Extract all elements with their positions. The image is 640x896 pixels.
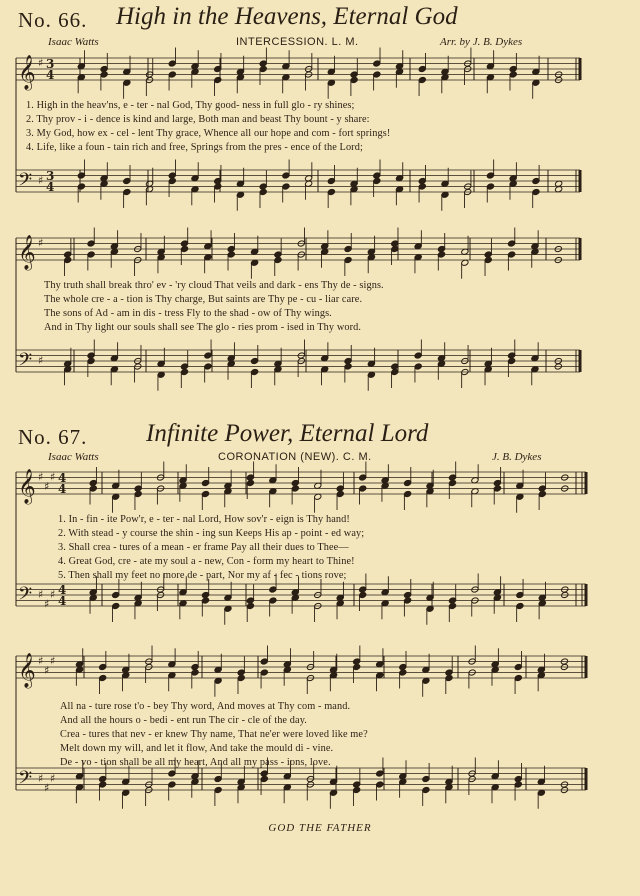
bass-clef-icon: 𝄢: [18, 584, 33, 609]
sharp-icon: ♯: [44, 479, 50, 493]
author-credit: Isaac Watts: [48, 36, 99, 48]
verse-line: 4. Great God, cre - ate my soul a - new, Con - form my heart to Thine!: [58, 556, 355, 567]
sharp-icon: ♯: [50, 587, 56, 601]
hymn-number: No. 66.: [18, 8, 88, 32]
verse-line: And in Thy light our souls shall see The glo - ries prom - ised in Thy word.: [44, 322, 362, 333]
sharp-icon: ♯: [50, 771, 56, 785]
verse-line: 2. With stead - y course the shin - ing sun Keeps His ap - point - ed way;: [58, 528, 365, 539]
sharp-icon: ♯: [38, 236, 44, 250]
sharp-icon: ♯: [50, 654, 56, 668]
verse-line: 1. High in the heav'ns, e - ter - nal God, Thy good- ness in full glo - ry shines;: [26, 100, 355, 111]
verse-line: Melt down my will, and let it flow, And take the mould di - vine.: [60, 743, 334, 754]
treble-clef-icon: 𝄞: [18, 235, 36, 270]
time-signature-bottom: 4: [58, 594, 67, 608]
sharp-icon: ♯: [38, 173, 44, 187]
arranger-credit: J. B. Dykes: [492, 451, 542, 463]
verse-line: 3. Shall crea - tures of a mean - er frame Pay all their dues to Thee—: [58, 542, 349, 553]
sharp-icon: ♯: [44, 781, 50, 795]
hymn-title: Infinite Power, Eternal Lord: [146, 420, 429, 447]
hymn-number: No. 67.: [18, 425, 88, 449]
verse-line: 3. My God, how ex - cel - lent Thy grace, Whence all our hope and com - fort springs!: [26, 128, 391, 139]
verse-line: 4. Life, like a foun - tain rich and free, Springs from the pres - ence of the Lord;: [26, 142, 363, 153]
bass-clef-icon: 𝄢: [18, 768, 33, 793]
tune-name: CORONATION (NEW). C. M.: [218, 451, 372, 463]
time-signature-bottom: 4: [46, 68, 55, 82]
verse-line: The sons of Ad - am in dis - tress Fly to the shad - ow of Thy wings.: [44, 308, 332, 319]
bass-clef-icon: 𝄢: [18, 170, 33, 195]
time-signature-top: 4: [58, 471, 67, 485]
treble-staff: [16, 228, 580, 279]
sharp-icon: ♯: [38, 587, 44, 601]
verse-line: 5. Then shall my feet no more de - part, Nor my af - fec - tions rove;: [58, 570, 347, 581]
treble-clef-icon: 𝄞: [18, 55, 36, 90]
time-signature-top: 3: [46, 169, 55, 183]
sharp-icon: ♯: [38, 353, 44, 367]
bass-staff: [16, 574, 586, 625]
sharp-icon: ♯: [38, 771, 44, 785]
time-signature-bottom: 4: [46, 180, 55, 194]
sharp-icon: ♯: [38, 56, 44, 70]
hymn-title: High in the Heavens, Eternal God: [116, 3, 458, 30]
time-signature-top: 4: [58, 583, 67, 597]
sharp-icon: ♯: [38, 654, 44, 668]
page-footer: GOD THE FATHER: [268, 822, 372, 834]
sharp-icon: ♯: [44, 663, 50, 677]
bass-staff: [16, 340, 580, 391]
verse-line: Thy truth shall break thro' ev - 'ry cloud That veils and dark - ens Thy de - signs.: [44, 280, 384, 291]
treble-clef-icon: 𝄞: [18, 653, 36, 688]
time-signature-top: 3: [46, 57, 55, 71]
verse-line: De - vo - tion shall be all my heart, And all my pass - ions, love.: [60, 757, 331, 768]
verse-line: 1. In - fin - ite Pow'r, e - ter - nal Lord, How sov'r - eign is Thy hand!: [58, 514, 350, 525]
bass-clef-icon: 𝄢: [18, 350, 33, 375]
arranger-credit: Arr. by J. B. Dykes: [440, 36, 523, 48]
bass-staff: [16, 160, 580, 211]
time-signature-bottom: 4: [58, 482, 67, 496]
author-credit: Isaac Watts: [48, 451, 99, 463]
sharp-icon: ♯: [38, 470, 44, 484]
treble-clef-icon: 𝄞: [18, 469, 36, 504]
sharp-icon: ♯: [50, 470, 56, 484]
treble-staff: [16, 646, 586, 697]
verse-line: 2. Thy prov - i - dence is kind and large, Both man and beast Thy bount - y share:: [26, 114, 370, 125]
sharp-icon: ♯: [44, 597, 50, 611]
verse-line: Crea - tures that nev - er knew Thy name, That ne'er were loved like me?: [60, 729, 368, 740]
tune-name: INTERCESSION. L. M.: [236, 36, 359, 48]
verse-line: The whole cre - a - tion is Thy charge, But saints are Thy pe - cu - liar care.: [44, 294, 363, 305]
verse-line: All na - ture rose t'o - bey Thy word, And moves at Thy com - mand.: [60, 701, 351, 712]
treble-staff: [16, 462, 586, 513]
treble-staff: [16, 48, 580, 99]
verse-line: And all the hours o - bedi - ent run The cir - cle of the day.: [60, 715, 307, 726]
